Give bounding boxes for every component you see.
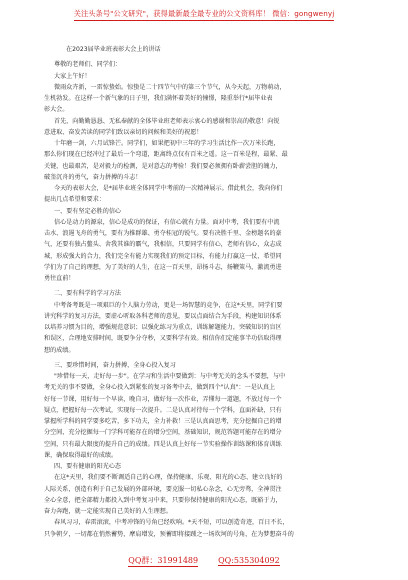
qq-group-link[interactable]: QQ群：31991489 bbox=[128, 555, 198, 568]
qq-contact-link[interactable]: QQ:535304092 bbox=[218, 555, 280, 565]
paragraph-closing-1: 春风习习，春雷滚滚，中考冲锋的号角已经吹响。*天不短，可以创造奇迹，百日不长， bbox=[54, 519, 289, 527]
paragraph-method-5: 想的成绩。 bbox=[44, 346, 75, 354]
section-heading-1: 一、要有坚定必胜的信心 bbox=[54, 207, 122, 215]
paragraph-mindset-1: 在这*天里，我们要不断调适自己的心理，保持健康、乐观、阳光的心态、建立良好的 bbox=[54, 474, 283, 482]
paragraph-sprint-2: 那么你们现在已经冲过了最后一个弯道，距离终点仅有百米之遥。这一百米是程，最紧、最 bbox=[44, 151, 288, 159]
paragraph-method-1: 中考备考既是一项艰巨的个人脑力劳动，更是一场智慧的竞争，在这*天里，同学们要 bbox=[54, 301, 283, 309]
paragraph-sprint-4: 破釜沉舟的勇气，奋力拼搏的斗志！ bbox=[44, 173, 142, 181]
paragraph-time-2: 考无关的事不要做，全身心投入到紧张的复习备考中去，做到四个"认真"：一是认真上 bbox=[44, 384, 276, 392]
section-heading-3: 三、要珍惜时间，奋力拼搏，全身心投入复习 bbox=[54, 361, 176, 369]
document-body bbox=[44, 44, 366, 540]
paragraph-time-8: 课，确保取得最好的成绩。 bbox=[44, 451, 118, 459]
paragraph-meeting-2: 提出几点希望和要求： bbox=[44, 196, 105, 204]
paragraph-thanks-2: 意进取、奋发苦读的同学们致以亲切的问候和美好的祝愿！ bbox=[44, 128, 203, 136]
section-heading-2: 二、要有科学的学习方法 bbox=[54, 290, 122, 298]
paragraph-confidence-2: 击水、浪遏飞舟的勇气，要有为推群雄、勇夺桂冠的锐气。要有决胜千里、金榜题名的豪 bbox=[44, 230, 282, 237]
paragraph-mindset-3: 全心全意，把全部精力都投入到中考复习中来，只要你保持健康的阳光心态，既豁于力， bbox=[44, 496, 282, 504]
paragraph-intro-1: 微雨众卉新，一雷惊蛰始。惊蛰是二十四节气中的第三个节气，从今天起，万物萌动， bbox=[54, 83, 286, 91]
paragraph-confidence-1: 信心是动力的源泉，信心是成功的保证，有信心就有力量。面对中考，我们要有中流 bbox=[54, 218, 280, 226]
paragraph-method-3: 以培养习惯为目的，增强规范意识；以强化练习为重点，训练解题能力，突破知识的盲区 bbox=[44, 324, 282, 331]
section-heading-4: 四、要有健康的阳光心态 bbox=[54, 463, 122, 470]
paragraph-time-3: 好每一节课，用好每一个早读，晚自习，做好每一次作业，弄懂每一道题，不放过每一个 bbox=[44, 395, 282, 403]
greeting: 大家上午好！ bbox=[54, 72, 91, 80]
paragraph-intro-2: 生机勃发。在这样一个新气象的日子里，我们满怀着美好的憧憬，隆重举行*届毕业表 bbox=[44, 95, 273, 102]
paragraph-time-5: 掌握所学科的同学要多吃苦，多下功夫，全力补救！三是认真面思考，充分挖掘自己的增 bbox=[44, 418, 282, 425]
paragraph-confidence-6: 勇往直前！ bbox=[44, 275, 75, 282]
paragraph-confidence-5: 学们为了自己的理想，为了美好的人生，在这一百天里，昂扬斗志，扬鞭策马，激流勇进 bbox=[44, 263, 282, 271]
paragraph-method-2: 讲究科学的复习方法，要虚心听取各科老师的意见，要以点面结合为手段，构建知识体系 bbox=[44, 312, 282, 320]
paragraph-time-4: 疑点，把握好每一次考试，实现每一次提升。二是认真对待每一个学科，直面补缺，只有 bbox=[44, 406, 282, 414]
paragraph-method-4: 和误区，合理地安排时间，既要争分夺秒，又要科学有效。相信你们定能事半功倍取得理 bbox=[44, 335, 282, 343]
paragraph-mindset-2: 人际关系，创造有利于自己发展的外部环境，要克服一切私心杂念，心无旁骛，全神贯注 bbox=[44, 485, 282, 493]
paragraph-time-7: 空间，只有最大限度的提升自己的成绩。四是认真上好每一节实验操作训练课和体育训练 bbox=[44, 440, 282, 448]
footer-contact bbox=[0, 552, 408, 570]
paragraph-time-1: "珍惜每一天，走好每一步"。在学习和生活中要做到：与中考无关的念头不要想，与中 bbox=[54, 373, 286, 380]
paragraph-intro-3: 彰大会。 bbox=[44, 106, 69, 114]
paragraph-thanks-1: 首先，向勤勤恳恳、无私奉献的全体毕业班老师表示衷心的感谢和崇高的敬意！向锐 bbox=[54, 117, 280, 125]
promo-banner-text: 关注头条号"公文研究"，获得最新最全最专业的公文资料库！ 微信：gongwenyj bbox=[74, 9, 335, 21]
paragraph-time-6: 分空间，充分挖掘每一门学科可能存在的增分空间，基础知识，规范答题可能存在的增分 bbox=[44, 429, 282, 437]
document-title: 在2023届毕业班表彰大会上的讲话 bbox=[66, 46, 161, 53]
paragraph-mindset-4: 奋力奔跑，就一定能实现自己美好的人生理想。 bbox=[44, 508, 172, 515]
salutation: 尊敬的老师们、同学们： bbox=[54, 61, 122, 69]
paragraph-meeting-1: 今天的表彰大会，是*届毕业班全体同学中考前的一次精神展示。借此机会，我向你们 bbox=[54, 185, 283, 192]
paragraph-closing-2: 只争朝夕，一切都在悄然蓄势，摩肩增发，预蓄即将接踵之一场坎坷的号角，在为梦想奋斗的 bbox=[44, 530, 294, 538]
paragraph-sprint-3: 关键，也最艰苦，是对毅力的检测，是对意志的考验！我们要必须拥有卧薪尝胆的魄力， bbox=[44, 162, 282, 170]
paragraph-confidence-4: 城，形成强大的合力，我们完全有能力实现我们的预定目标，有能力打赢这一仗，希望同 bbox=[44, 252, 282, 260]
paragraph-confidence-3: 气，还要有独占鳌头、舍我其谁的霸气，我相信，只要同学有信心，老师有信心，众志成 bbox=[44, 241, 282, 249]
top-banner bbox=[0, 0, 408, 30]
paragraph-sprint-1: 十年磨一剑，六月试锋芒。同学们，如果把初中三年的学习生活比作一次万米长跑， bbox=[54, 140, 280, 147]
